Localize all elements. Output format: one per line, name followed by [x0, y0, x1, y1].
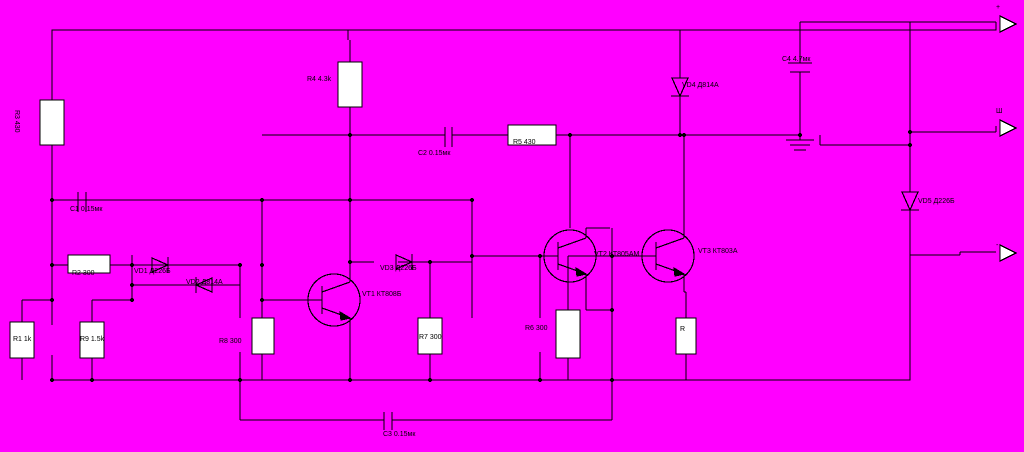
label-resistor-r9: R9 1.5k [80, 336, 105, 343]
label-resistor-r6: R6 300 [525, 325, 548, 332]
label-resistor-r3: R3 430 [13, 110, 20, 133]
label-port-middle-right: Ш [996, 108, 1003, 115]
label-resistor-r7: R7 300 [419, 334, 442, 341]
label-capacitor-c2: C2 0.15мк [418, 150, 451, 157]
label-diode-vd4: VD4 Д814А [682, 82, 719, 89]
label-port-bottom-right: - [996, 242, 999, 249]
label-transistor-vt1: VT1 КТ808Б [362, 291, 402, 298]
label-diode-vd3: VD3 Д226Б [380, 265, 417, 272]
label-resistor-r1: R1 1k [13, 336, 32, 343]
label-resistor-r8: R8 300 [219, 338, 242, 345]
label-diode-vd5: VD5 Д226Б [918, 198, 955, 205]
label-resistor-r2: R2 300 [72, 270, 95, 277]
label-resistor-r5: R5 430 [513, 139, 536, 146]
label-capacitor-c3: C3 0.15мк [383, 431, 416, 438]
label-port-top-right: + [996, 4, 1001, 11]
label-resistor-r4: R4 4.3k [307, 76, 332, 83]
label-diode-vd2: VD2 Д814А [186, 279, 223, 286]
label-transistor-vt3: VT3 КТ803А [698, 248, 738, 255]
label-capacitor-c1: C1 0.15мк [70, 206, 103, 213]
label-resistor-r10: R [680, 326, 686, 333]
label-diode-vd1: VD1 Д226Б [134, 268, 171, 275]
label-transistor-vt2: VT2 КТ805АМ [594, 251, 640, 258]
label-capacitor-c4: C4 4.7мк [782, 56, 811, 63]
